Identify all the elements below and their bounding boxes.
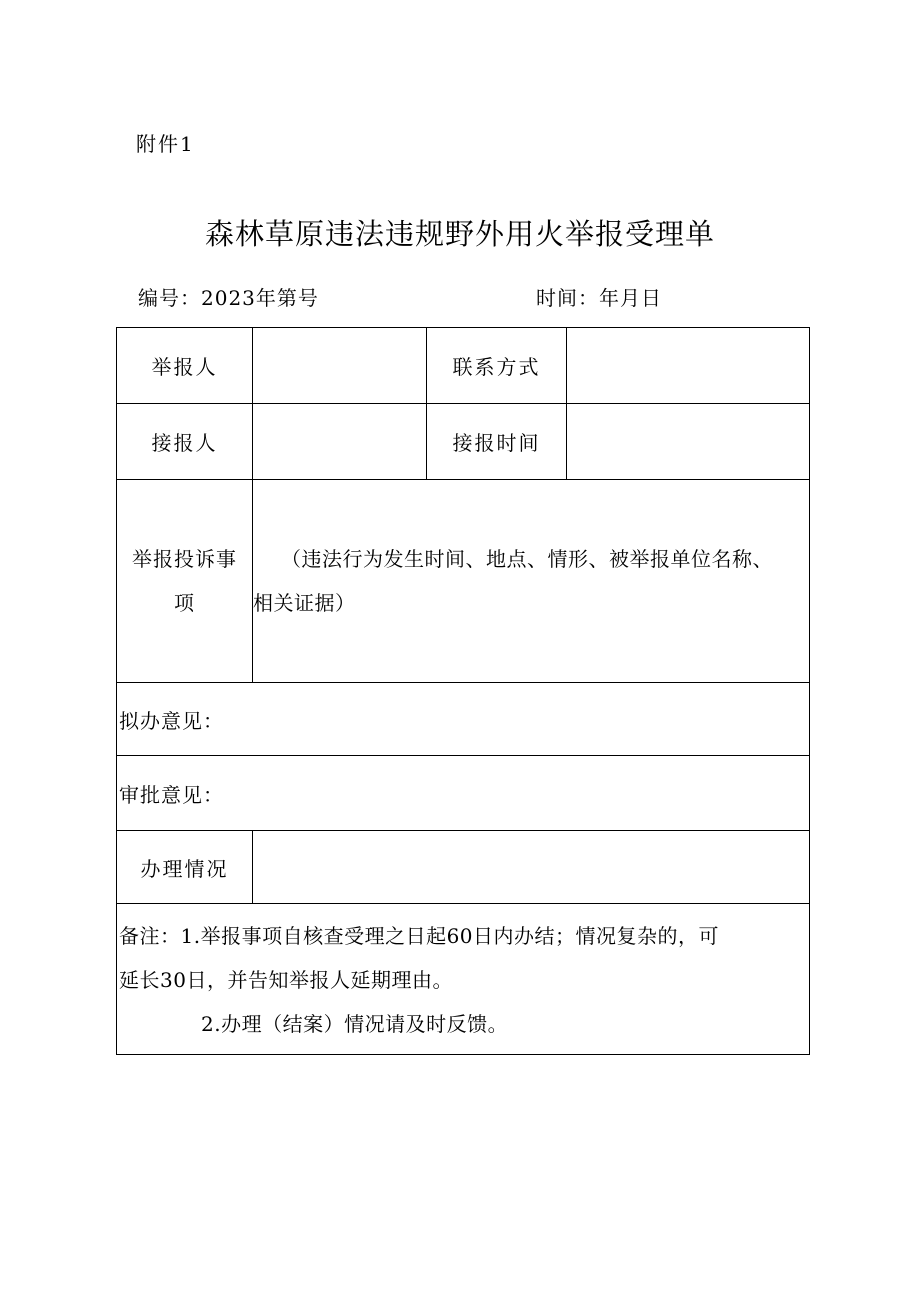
date-label: 时间：年月日 (536, 286, 662, 310)
page-title: 森林草原违法违规野外用火举报受理单 (204, 217, 715, 251)
approval-opinion-cell[interactable] (117, 756, 810, 831)
note-line3: 2.办理（结案）情况请及时反馈。 (201, 1012, 509, 1036)
reporter-label: 举报人 (117, 328, 253, 404)
receive-time-label: 接报时间 (427, 404, 567, 480)
contact-label: 联系方式 (427, 328, 567, 404)
note-line2: 延长30日，并告知举报人延期理由。 (119, 968, 453, 992)
proposed-opinion-label: 拟办意见： (119, 708, 224, 733)
receive-time-value-cell[interactable] (567, 404, 810, 480)
complaint-row (117, 480, 810, 683)
handling-status-label: 办理情况 (117, 831, 253, 904)
contact-value-cell[interactable] (567, 328, 810, 404)
report-form-table (116, 327, 810, 1055)
reporter-row (117, 328, 810, 404)
complaint-label: 举报投诉事项 (117, 480, 253, 683)
approval-opinion-row (117, 756, 810, 831)
proposed-opinion-row (117, 683, 810, 756)
note-line1: 备注：1.举报事项自核查受理之日起60日内办结；情况复杂的，可 (119, 924, 720, 948)
complaint-value-cell[interactable] (253, 480, 810, 683)
proposed-opinion-cell[interactable] (117, 683, 810, 756)
handling-status-value-cell[interactable] (253, 831, 810, 904)
receiver-row (117, 404, 810, 480)
complaint-hint-line2: 相关证据） (253, 591, 356, 615)
complaint-hint-line1: （违法行为发生时间、地点、情形、被举报单位名称、 (281, 547, 773, 571)
serial-number-label: 编号：2023年第号 (138, 286, 319, 310)
handling-status-row (117, 831, 810, 904)
notes-row (117, 904, 810, 1055)
receiver-label: 接报人 (117, 404, 253, 480)
notes-cell (117, 904, 810, 1055)
attachment-label: 附件1 (136, 132, 195, 156)
approval-opinion-label: 审批意见： (119, 782, 224, 807)
receiver-value-cell[interactable] (253, 404, 427, 480)
reporter-value-cell[interactable] (253, 328, 427, 404)
